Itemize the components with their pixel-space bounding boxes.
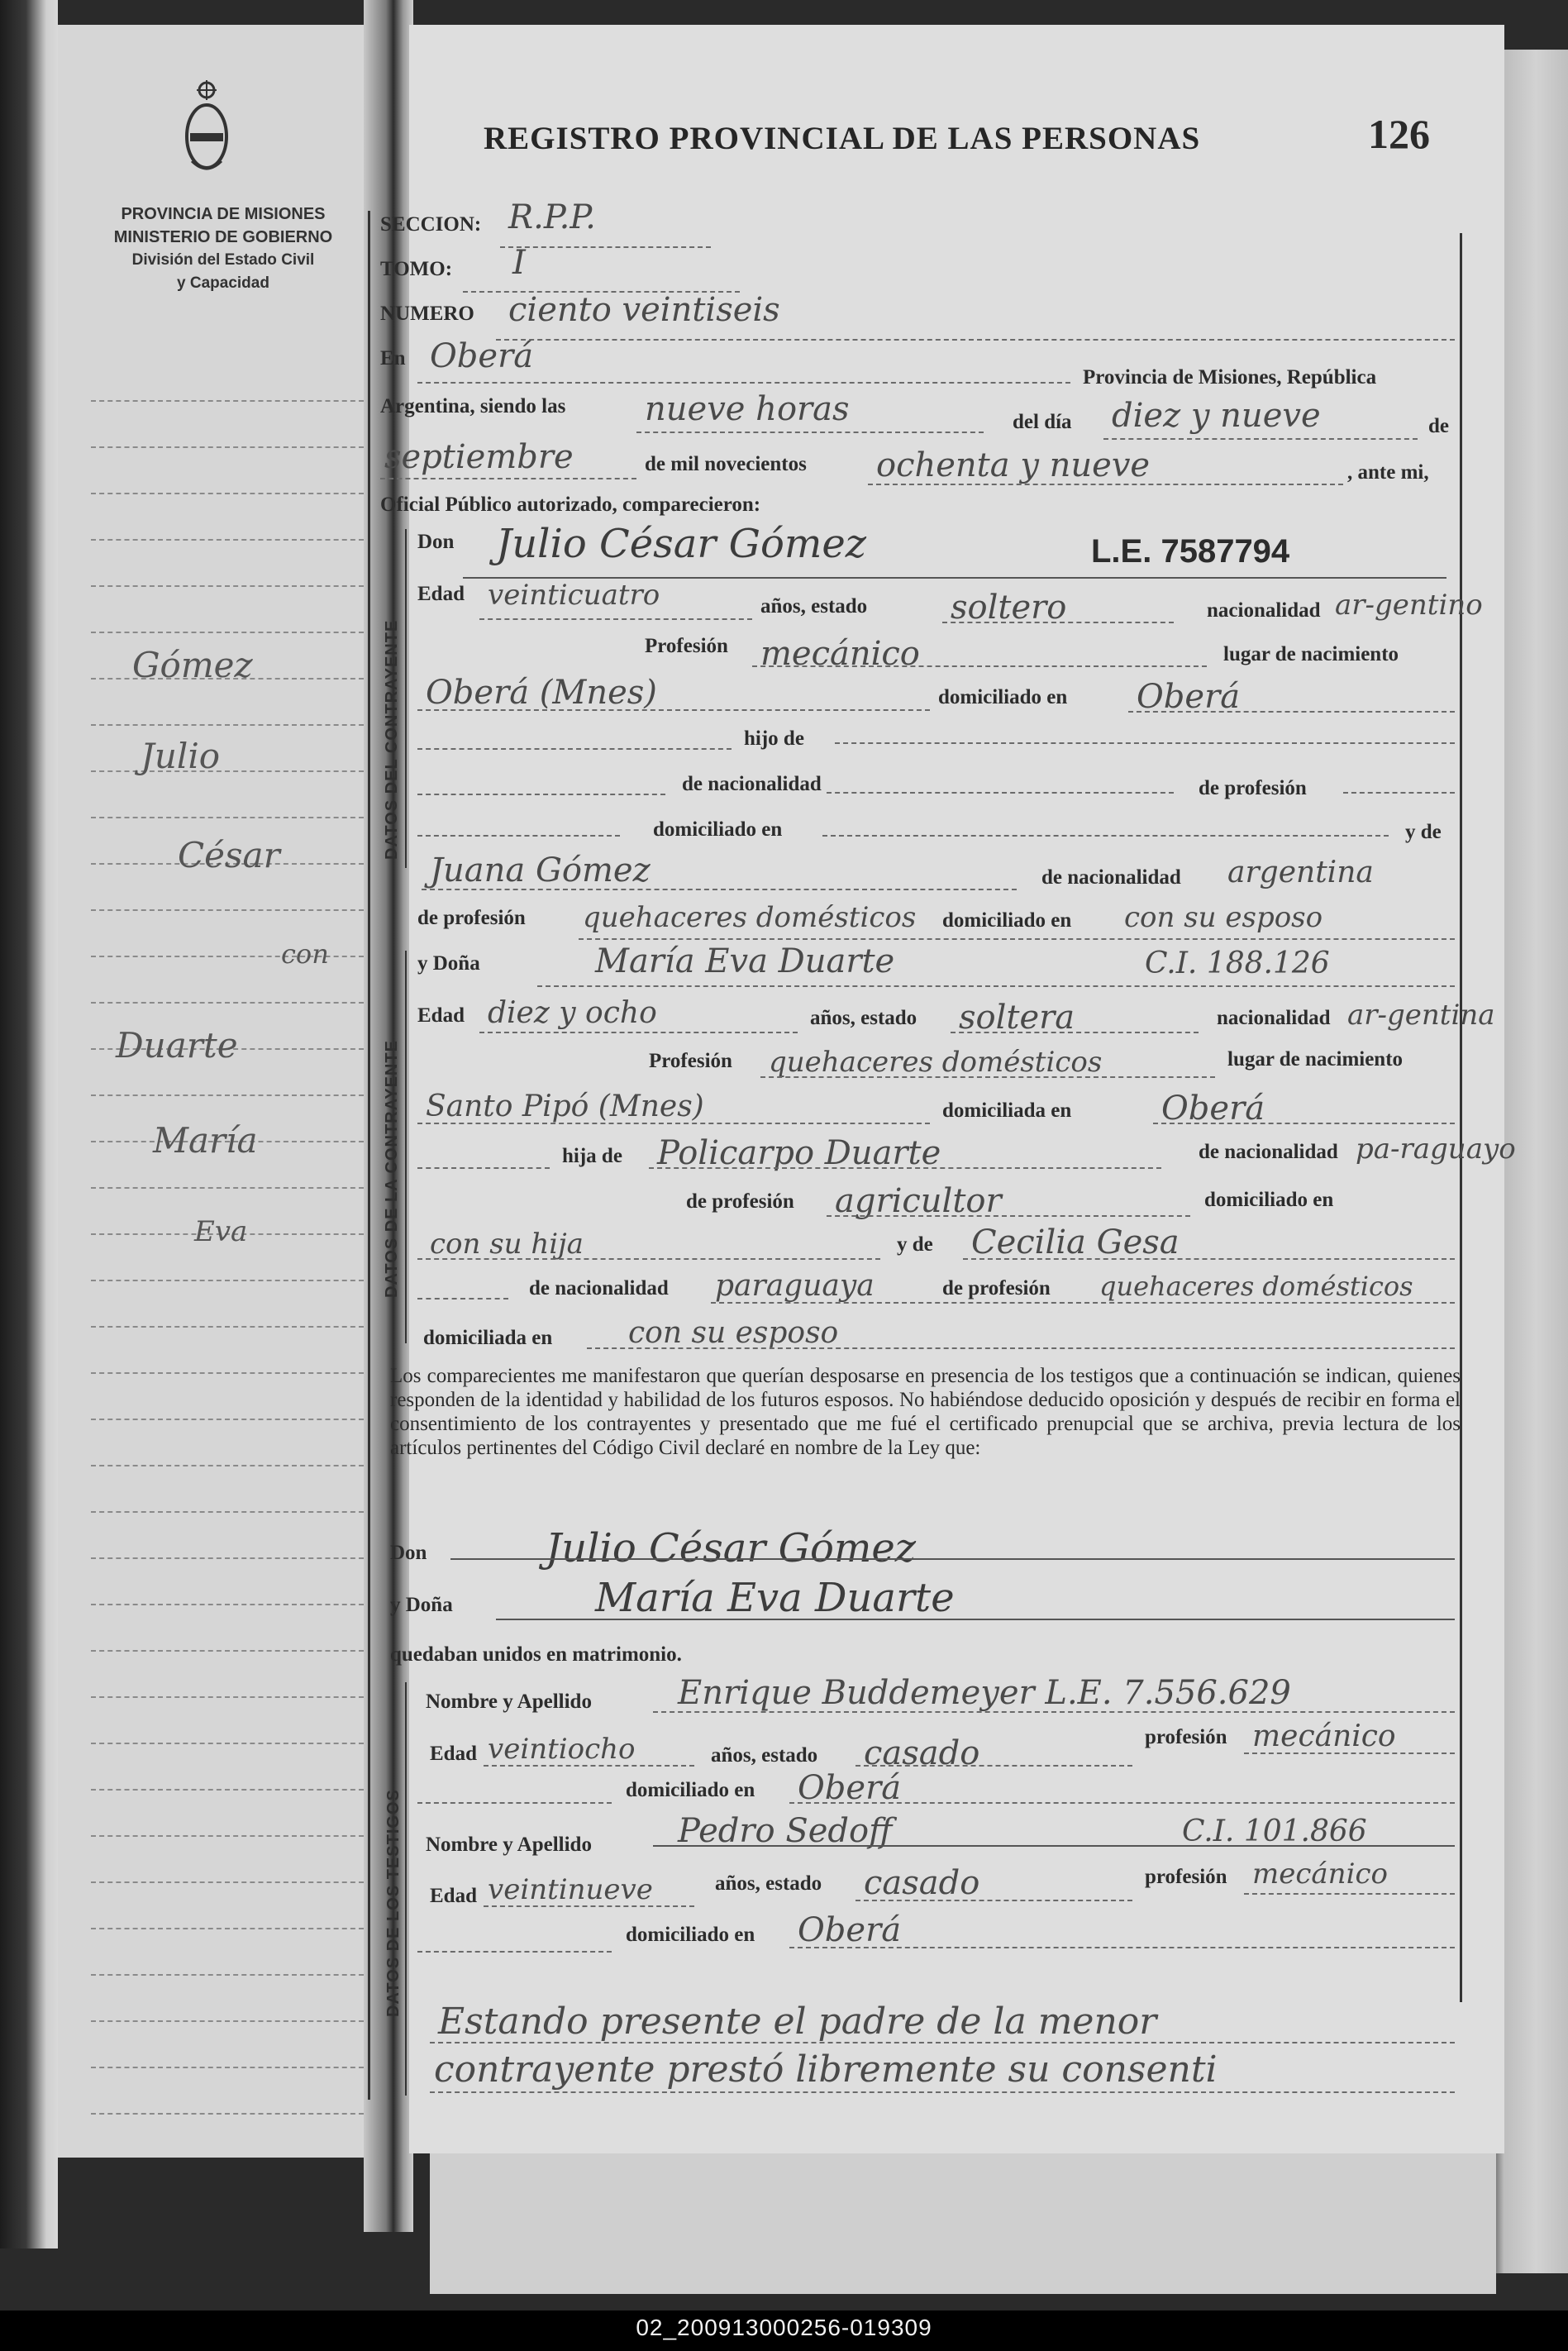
bride-father-line: [649, 1167, 1161, 1169]
book-left-edge: [0, 0, 58, 2248]
en-label: En: [380, 347, 406, 370]
witness1-anios-estado-label: años, estado: [711, 1744, 818, 1767]
bride-father-name: Policarpo Duarte: [657, 1134, 941, 1172]
groom-edad: veinticuatro: [488, 579, 660, 612]
witness1-edad-label: Edad: [430, 1743, 477, 1765]
numero-value: ciento veintiseis: [508, 291, 780, 329]
witness2-profesion-line: [1244, 1893, 1455, 1895]
groom-father-nac-line: [827, 792, 1174, 794]
bride-edad-line: [479, 1032, 798, 1033]
bride-nacionalidad: ar-gentina: [1347, 999, 1495, 1032]
groom-edad-line: [479, 618, 752, 620]
groom-mother-prof-line: [579, 938, 1455, 940]
seccion-value: R.P.P.: [508, 198, 596, 236]
witness1-name: Enrique Buddemeyer L.E. 7.556.629: [678, 1674, 1291, 1712]
office-province: PROVINCIA DE MISIONES: [121, 205, 326, 223]
groom-profesion-label: Profesión: [645, 635, 728, 657]
witness1-nombre-label: Nombre y Apellido: [426, 1691, 592, 1713]
margin-note-bride-middle-name: Eva: [194, 1215, 248, 1248]
numero-label: NUMERO: [380, 303, 474, 325]
office-capacity: y Capacidad: [177, 274, 269, 292]
office-division: División del Estado Civil: [131, 251, 315, 269]
bride-edad: diez y ocho: [488, 996, 657, 1030]
witness2-edad-label: Edad: [430, 1885, 477, 1907]
hora-line: [636, 432, 984, 433]
witness1-profesion-line: [1244, 1753, 1455, 1754]
provincia-text: Provincia de Misiones, República: [1083, 366, 1377, 389]
bride-hija-de-label: hija de: [562, 1145, 622, 1167]
groom-domicilio: Oberá: [1137, 678, 1241, 716]
bride-mother-nac-label: de nacionalidad: [529, 1277, 669, 1299]
bride-box-line: [405, 951, 407, 1343]
bride-lugar-nac-label: lugar de nacimiento: [1227, 1048, 1404, 1071]
bride-father-nacionalidad: pa-raguayo: [1356, 1133, 1516, 1166]
witness1-domiciliado-label: domiciliado en: [626, 1779, 755, 1801]
coat-of-arms-icon: [182, 79, 231, 178]
issuing-office: [91, 203, 355, 295]
bride-mother-line: [963, 1258, 1455, 1260]
groom-father-blank2: [417, 835, 620, 837]
groom-name: Julio César Gómez: [496, 521, 867, 567]
groom-mother-nac-label: de nacionalidad: [1041, 866, 1181, 889]
groom-document: L.E. 7587794: [1091, 533, 1290, 570]
del-dia-label: del día: [1013, 411, 1072, 433]
en-line: [417, 382, 1070, 384]
hora-value: nueve horas: [645, 390, 850, 428]
witness2-anios-estado-label: años, estado: [715, 1872, 822, 1895]
seccion-label: SECCION:: [380, 213, 482, 236]
witness1-name-line: [653, 1711, 1455, 1713]
argentina-text: Argentina, siendo las: [380, 395, 566, 417]
margin-note-bride-surname: Duarte: [116, 1025, 238, 1066]
en-value: Oberá: [430, 337, 534, 375]
margin-note-first-name: Julio: [141, 736, 221, 776]
bride-father-profesion: agricultor: [835, 1182, 1002, 1220]
bride-father-dom-label: domiciliado en: [1204, 1189, 1334, 1211]
witness2-estado-line: [855, 1900, 1132, 1901]
witness1-estado-line: [855, 1765, 1132, 1767]
dia-value: diez y nueve: [1112, 397, 1321, 435]
tomo-value: I: [512, 244, 526, 282]
witness-box-line: [405, 1682, 407, 2096]
bride-father-nac-label: de nacionalidad: [1199, 1141, 1338, 1163]
groom-mother-dom-label: domiciliado en: [942, 909, 1072, 932]
groom-mother-name: Juana Gómez: [430, 851, 651, 889]
groom-father-dom-line: [822, 835, 1389, 837]
witness2-name: Pedro Sedoff: [678, 1812, 893, 1850]
groom-hijo-de-label: hijo de: [744, 727, 804, 750]
groom-lugar-nac-line: [417, 709, 930, 711]
declaration-closing: quedaban unidos en matrimonio.: [390, 1643, 682, 1666]
bride-profesion-line: [760, 1076, 1215, 1078]
bride-mother-domicilio: con su esposo: [628, 1316, 839, 1350]
witness2-name-line: [653, 1845, 1455, 1847]
declaration-bride-line: [496, 1619, 1455, 1620]
groom-box-line: [405, 529, 407, 868]
bride-father-prof-label: de profesión: [686, 1190, 794, 1213]
witness-section-label: DATOS DE LOS TESTIGOS: [384, 1789, 403, 2017]
witness2-document: C.I. 101.866: [1182, 1815, 1367, 1848]
declaration-don-label: Don: [390, 1542, 427, 1564]
note-line-2-rule: [430, 2091, 1455, 2093]
right-border-line: [1460, 233, 1462, 2002]
bride-lugar-nac: Santo Pipó (Mnes): [426, 1090, 704, 1123]
groom-hijo-de-line: [835, 742, 1455, 744]
groom-father-nac-label: de nacionalidad: [682, 773, 822, 795]
groom-mother-profesion: quehaceres domésticos: [583, 901, 917, 934]
declaration-bride: María Eva Duarte: [595, 1575, 955, 1621]
witness2-edad-line: [484, 1905, 694, 1907]
bride-nacionalidad-label: nacionalidad: [1217, 1007, 1331, 1029]
witness2-profesion-label: profesión: [1145, 1866, 1227, 1888]
bride-father-prof-line: [827, 1215, 1190, 1217]
groom-father-blank: [417, 794, 665, 795]
groom-domiciliado-label: domiciliado en: [938, 686, 1068, 708]
declaration-dona-label: y Doña: [390, 1594, 453, 1616]
bride-y-de-label: y de: [897, 1233, 933, 1256]
groom-hijo-blank: [417, 748, 732, 750]
oficial-text: Oficial Público autorizado, comparecieron:: [380, 494, 761, 516]
margin-note-surname: Gómez: [132, 645, 253, 685]
dia-line: [1103, 438, 1418, 440]
bride-profesion-label: Profesión: [649, 1050, 732, 1072]
tomo-label: TOMO:: [380, 258, 453, 280]
image-identifier: 02_200913000256-019309: [636, 2315, 932, 2340]
witness1-blank: [417, 1802, 612, 1804]
bride-domicilio-line: [1153, 1123, 1455, 1124]
seccion-line: [500, 246, 711, 248]
note-line-1: Estando presente el padre de la menor: [438, 2000, 1157, 2043]
witness2-estado: casado: [864, 1864, 980, 1902]
groom-domicilio-line: [1128, 711, 1455, 713]
bride-anios-estado-label: años, estado: [810, 1007, 917, 1029]
bride-lugar-nac-line: [417, 1123, 930, 1124]
groom-don-label: Don: [417, 531, 455, 553]
witness2-nombre-label: Nombre y Apellido: [426, 1834, 592, 1856]
numero-line: [496, 339, 1455, 341]
bride-document: C.I. 188.126: [1145, 947, 1330, 980]
bride-mother-blank: [417, 1298, 508, 1299]
anio-line: [868, 484, 1343, 485]
groom-anios-estado-label: años, estado: [760, 595, 868, 618]
groom-mother-line: [422, 889, 1017, 890]
witness1-edad: veintiocho: [488, 1733, 636, 1766]
note-line-1-rule: [430, 2042, 1455, 2043]
underlying-pages-bottom: [430, 2153, 1496, 2294]
groom-profesion: mecánico: [760, 635, 920, 673]
bride-domiciliada-label: domiciliada en: [942, 1099, 1072, 1122]
groom-estado-line: [942, 622, 1174, 623]
witness2-profesion: mecánico: [1252, 1857, 1388, 1891]
witness1-profesion: mecánico: [1252, 1719, 1396, 1753]
groom-mother-prof-label: de profesión: [417, 907, 526, 929]
groom-mother-nacionalidad: argentina: [1227, 856, 1374, 889]
witness1-domicilio: Oberá: [798, 1769, 902, 1807]
witness2-domicilio: Oberá: [798, 1911, 902, 1949]
de-label: de: [1428, 415, 1449, 437]
declaration-text: Los comparecientes me manifestaron que querían desposarse en presencia de los testigos que a continuación se indican, quienes responden de la identidad y habilidad de los futuros esposos. No habiéndose deducido oposición y después de recibir en forma el consentimiento de los contrayentes y presentado que me fué el certificado prenupcial que se archiva, previa lectura de los artículos pertinentes del Código Civil declaré en nombre de la Ley que:: [390, 1365, 1461, 1459]
witness1-estado: casado: [864, 1734, 980, 1772]
bride-mother-name: Cecilia Gesa: [971, 1223, 1180, 1261]
groom-lugar-nac: Oberá (Mnes): [426, 674, 657, 712]
witness2-domicilio-line: [789, 1947, 1455, 1948]
margin-note-con: con: [281, 938, 329, 970]
bride-dona-label: y Doña: [417, 952, 480, 975]
groom-y-de-label: y de: [1405, 821, 1442, 843]
bride-mother-prof-line: [711, 1302, 1455, 1304]
bride-name-line: [537, 985, 1455, 987]
groom-lugar-nac-label: lugar de nacimiento: [1223, 643, 1399, 665]
bride-estado-line: [951, 1032, 1199, 1033]
bride-estado: soltera: [959, 999, 1075, 1037]
groom-mother-domicilio: con su esposo: [1124, 901, 1323, 934]
witness1-profesion-label: profesión: [1145, 1726, 1227, 1748]
mil-text: de mil novecientos: [645, 453, 807, 475]
groom-section-label: DATOS DEL CONTRAYENTE: [383, 619, 401, 860]
bride-hija-blank: [417, 1167, 550, 1169]
office-ministry: MINISTERIO DE GOBIERNO: [113, 228, 333, 246]
bride-father-domicilio: con su hija: [430, 1228, 584, 1261]
groom-profesion-line: [752, 665, 1207, 667]
margin-note-bride-first-name: María: [153, 1120, 258, 1161]
ante-text: , ante mi,: [1347, 461, 1429, 484]
witness2-edad: veintinueve: [488, 1873, 653, 1906]
declaration-groom-line: [450, 1558, 1455, 1560]
bride-father-dom-line: [417, 1258, 880, 1260]
bride-domicilio: Oberá: [1161, 1090, 1265, 1128]
groom-nacionalidad-label: nacionalidad: [1207, 599, 1321, 622]
bride-mother-dom-label: domiciliada en: [423, 1327, 553, 1349]
groom-nacionalidad: ar-gentino: [1335, 589, 1483, 622]
mes-value: septiembre: [384, 438, 574, 476]
folio-number: 126: [1368, 111, 1430, 157]
bride-name: María Eva Duarte: [595, 942, 895, 980]
bride-mother-prof-label: de profesión: [942, 1277, 1051, 1299]
bride-section-label: DATOS DE LA CONTRAYENTE: [383, 1040, 401, 1298]
bride-edad-label: Edad: [417, 1004, 465, 1027]
bride-mother-dom-line: [587, 1347, 1455, 1349]
declaration-groom: Julio César Gómez: [546, 1525, 917, 1571]
groom-edad-label: Edad: [417, 583, 465, 605]
page-title: REGISTRO PROVINCIAL DE LAS PERSONAS: [484, 121, 1201, 156]
witness1-domicilio-line: [789, 1802, 1455, 1804]
bride-mother-profesion: quehaceres domésticos: [1099, 1271, 1413, 1302]
groom-father-dom-label: domiciliado en: [653, 818, 783, 841]
margin-note-middle-name: César: [178, 835, 280, 875]
left-border-line: [368, 211, 370, 2100]
bride-mother-nacionalidad: paraguaya: [715, 1269, 875, 1303]
anio-value: ochenta y nueve: [876, 446, 1151, 484]
mes-line: [380, 478, 636, 479]
groom-father-prof-line: [1343, 792, 1455, 794]
witness2-domiciliado-label: domiciliado en: [626, 1924, 755, 1946]
groom-estado: soltero: [951, 589, 1067, 627]
note-line-2: contrayente prestó libremente su consenti: [434, 2048, 1218, 2091]
witness2-blank: [417, 1951, 612, 1953]
groom-father-prof-label: de profesión: [1199, 777, 1307, 799]
witness1-edad-line: [484, 1765, 694, 1767]
bride-profesion: quehaceres domésticos: [769, 1046, 1103, 1079]
